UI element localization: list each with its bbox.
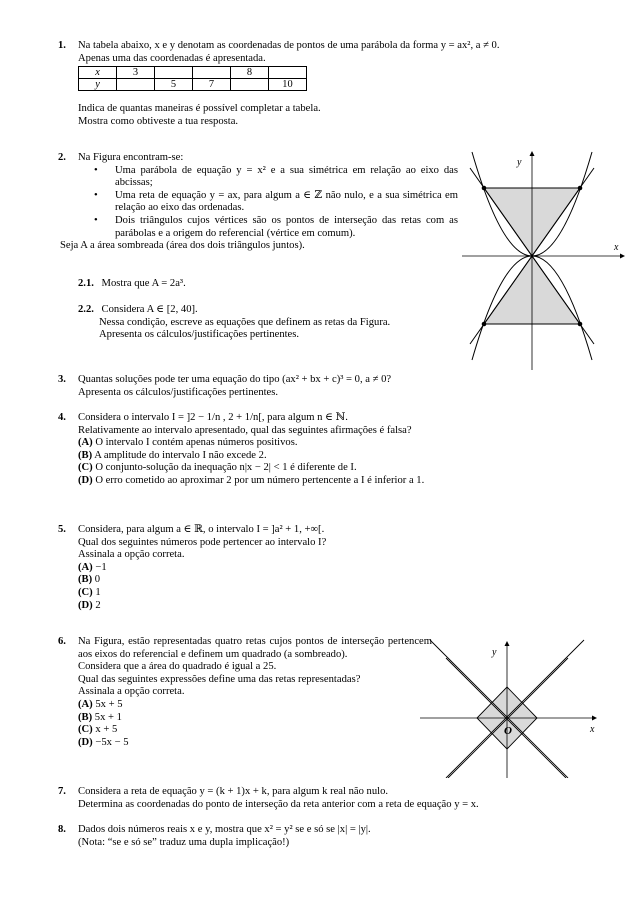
table-cell: 7 bbox=[193, 79, 231, 91]
y-axis-label: y bbox=[492, 647, 497, 658]
line-2 bbox=[446, 640, 584, 778]
figure-parabolas-triangles bbox=[462, 148, 632, 370]
origin-label: O bbox=[504, 725, 512, 737]
question-number: 4. bbox=[58, 412, 66, 423]
option-label: (B) bbox=[78, 574, 93, 586]
option-label: (D) bbox=[78, 474, 93, 486]
table-cell bbox=[231, 79, 269, 91]
y-axis-label: y bbox=[517, 157, 522, 168]
option-text: 0 bbox=[94, 574, 101, 586]
option-text: O erro cometido ao aproximar 2 por um número pertencente a I é inferior a 1. bbox=[95, 474, 425, 486]
option-c bbox=[78, 587, 326, 600]
option-text: −5x − 5 bbox=[95, 736, 129, 748]
question-text: Apenas uma das coordenadas é apresentada. bbox=[78, 52, 266, 64]
option-text: 5x + 5 bbox=[95, 698, 123, 710]
option-label: (B) bbox=[78, 711, 93, 723]
x-axis-label: x bbox=[614, 242, 619, 253]
subquestion-2-2 bbox=[78, 304, 458, 342]
option-d bbox=[78, 737, 432, 750]
option-b bbox=[78, 450, 424, 463]
question-number: 7. bbox=[58, 786, 66, 797]
question-number: 2. bbox=[58, 152, 66, 163]
question-text: Relativamente ao intervalo apresentado, qual das seguintes afirmações é falsa? bbox=[78, 424, 412, 436]
question-text: Determina as coordenadas do ponto de interseção da reta anterior com a reta de equação y = x. bbox=[78, 798, 479, 810]
question-text: Na Figura, estão representadas quatro retas cujos pontos de interseção pertencem aos eixos do referencial e definem um quadrado (a sombreado). bbox=[78, 636, 432, 660]
question-text: Considera o intervalo I = ]2 − 1/n , 2 + 1/n[, para algum n ∈ ℕ. bbox=[78, 412, 348, 423]
table-cell bbox=[155, 67, 193, 79]
question-text: (Nota: “se e só se” traduz uma dupla implicação!) bbox=[78, 836, 290, 848]
subquestion-number: 2.2. bbox=[78, 304, 94, 315]
question-text: Seja A a área sombreada (área dos dois triângulos juntos). bbox=[60, 240, 305, 252]
question-text: Mostra que A = 2a³. bbox=[101, 278, 186, 289]
option-a bbox=[78, 699, 432, 712]
table-cell: x bbox=[79, 67, 117, 79]
option-c bbox=[78, 724, 432, 737]
question-text: Indica de quantas maneiras é possível completar a tabela. bbox=[78, 103, 321, 115]
x-axis-arrow-icon bbox=[592, 716, 597, 721]
intersection-point bbox=[482, 322, 487, 327]
table-cell bbox=[193, 67, 231, 79]
question-text: Apresenta os cálculos/justificações pertinentes. bbox=[99, 329, 300, 341]
intersection-point bbox=[482, 186, 487, 191]
option-label: (D) bbox=[78, 599, 93, 611]
option-c bbox=[78, 462, 424, 475]
table-cell: 8 bbox=[231, 67, 269, 79]
question-number: 3. bbox=[58, 374, 66, 385]
question-body bbox=[78, 786, 479, 811]
intersection-point bbox=[578, 322, 583, 327]
option-b bbox=[78, 712, 432, 725]
option-text: O intervalo I contém apenas números positivos. bbox=[95, 437, 298, 449]
option-text: O conjunto-solução da inequação n|x − 2| < 1 é diferente de I. bbox=[95, 462, 357, 474]
question-body bbox=[78, 374, 391, 399]
question-body bbox=[60, 152, 458, 253]
question-number: 8. bbox=[58, 824, 66, 835]
table-cell: 3 bbox=[117, 67, 155, 79]
question-text: Considera A ∈ [2, 40]. bbox=[101, 304, 198, 315]
option-b bbox=[78, 574, 326, 587]
question-text: Dados dois números reais x e y, mostra que x² = y² se e só se |x| = |y|. bbox=[78, 824, 371, 835]
table-row-y bbox=[79, 79, 307, 91]
question-number: 1. bbox=[58, 40, 66, 51]
option-label: (D) bbox=[78, 736, 93, 748]
subquestion-2-1 bbox=[78, 278, 186, 291]
question-text: Quantas soluções pode ter uma equação do tipo (ax² + bx + c)³ = 0, a ≠ 0? bbox=[78, 374, 392, 385]
question-text: Qual das seguintes expressões define uma das retas representadas? bbox=[78, 673, 361, 685]
list-item: • Dois triângulos cujos vértices são os pontos de interseção das retas com as parábolas e a origem do referencial (vértice em comum). bbox=[78, 215, 458, 240]
option-label: (A) bbox=[78, 698, 93, 710]
y-axis-arrow-icon bbox=[530, 151, 535, 156]
question-text: Nessa condição, escreve as equações que definem as retas da Figura. bbox=[99, 316, 391, 328]
table-cell: 5 bbox=[155, 79, 193, 91]
question-text: Considera que a área do quadrado é igual a 25. bbox=[78, 661, 277, 673]
option-text: −1 bbox=[95, 561, 107, 573]
table-cell bbox=[269, 67, 307, 79]
option-label: (C) bbox=[78, 462, 93, 474]
question-text: Apresenta os cálculos/justificações pertinentes. bbox=[78, 386, 279, 398]
question-text: Assinala a opção correta. bbox=[78, 549, 185, 561]
question-text: Considera a reta de equação y = (k + 1)x + k, para algum k real não nulo. bbox=[78, 786, 389, 797]
y-axis-arrow-icon bbox=[505, 641, 510, 646]
question-body bbox=[78, 636, 432, 749]
question-text: Na Figura encontram-se: bbox=[78, 152, 184, 163]
option-text: 1 bbox=[95, 586, 101, 598]
option-d bbox=[78, 600, 326, 613]
table-cell: 10 bbox=[269, 79, 307, 91]
option-text: A amplitude do intervalo I não excede 2. bbox=[94, 449, 267, 461]
question-number: 6. bbox=[58, 636, 66, 647]
intersection-point bbox=[578, 186, 583, 191]
list-item: • Uma parábola de equação y = x² e a sua simétrica em relação ao eixo das abcissas; bbox=[78, 165, 458, 190]
x-axis-label: x bbox=[590, 724, 595, 735]
figure-square-lines bbox=[420, 638, 610, 778]
option-d bbox=[78, 475, 424, 488]
option-label: (A) bbox=[78, 437, 93, 449]
question-body bbox=[78, 40, 598, 128]
table-row-x bbox=[79, 67, 307, 79]
option-text: 5x + 1 bbox=[94, 711, 122, 723]
question-text: Mostra como obtiveste a tua resposta. bbox=[78, 115, 239, 127]
table-cell bbox=[117, 79, 155, 91]
question-body bbox=[78, 524, 326, 612]
question-text: Qual dos seguintes números pode pertencer ao intervalo I? bbox=[78, 536, 327, 548]
option-a bbox=[78, 562, 326, 575]
bullet-list bbox=[78, 165, 458, 241]
option-label: (A) bbox=[78, 561, 93, 573]
question-body bbox=[78, 412, 424, 488]
x-axis-arrow-icon bbox=[620, 254, 625, 259]
question-text: Considera, para algum a ∈ ℝ, o intervalo I = ]a² + 1, +∞[. bbox=[78, 524, 325, 535]
table-cell: y bbox=[79, 79, 117, 91]
option-text: x + 5 bbox=[95, 724, 118, 736]
question-body bbox=[78, 824, 371, 849]
subquestion-number: 2.1. bbox=[78, 278, 94, 289]
question-text: Assinala a opção correta. bbox=[78, 686, 185, 698]
question-number: 5. bbox=[58, 524, 66, 535]
option-label: (C) bbox=[78, 586, 93, 598]
question-text: Na tabela abaixo, x e y denotam as coordenadas de pontos de uma parábola da forma y = ax², a ≠ 0. bbox=[78, 40, 500, 51]
list-item: • Uma reta de equação y = ax, para algum a ∈ ℤ não nulo, e a sua simétrica em relação ao eixo das ordenadas. bbox=[78, 190, 458, 215]
option-label: (C) bbox=[78, 724, 93, 736]
coordinates-table bbox=[78, 66, 307, 91]
option-label: (B) bbox=[78, 449, 93, 461]
line-1 bbox=[430, 640, 568, 778]
option-a bbox=[78, 437, 424, 450]
option-text: 2 bbox=[95, 599, 101, 611]
